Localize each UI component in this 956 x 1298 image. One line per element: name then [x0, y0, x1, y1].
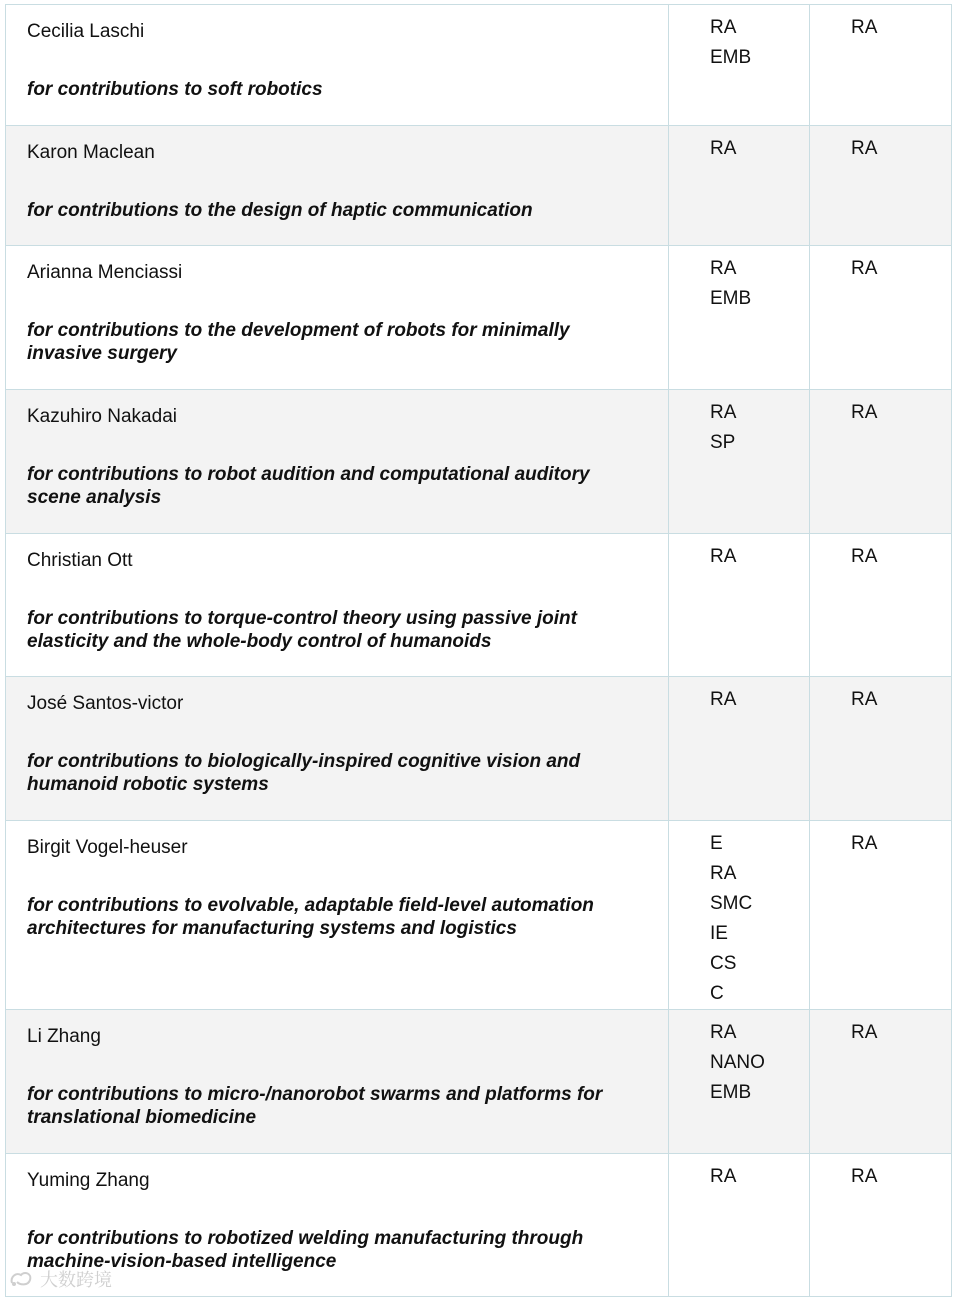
table-row: [6, 821, 952, 1010]
society-code: RA: [710, 17, 737, 38]
society-code: EMB: [710, 1082, 752, 1103]
society-code: CS: [710, 953, 737, 974]
table-row: [6, 246, 952, 390]
society-codes: [669, 390, 809, 458]
evaluating-society: RA: [851, 546, 878, 567]
society-codes: [669, 5, 809, 73]
evaluating-society: RA: [851, 258, 878, 279]
society-code: IE: [710, 923, 728, 944]
society-codes: [669, 677, 809, 715]
fellow-citation: for contributions to the development of robots for minimally invasive surgery: [27, 320, 570, 364]
fellow-name: José Santos-victor: [27, 693, 184, 714]
fellow-citation: for contributions to robot audition and computational auditory scene analysis: [27, 464, 590, 508]
society-code: SMC: [710, 893, 753, 914]
society-code: RA: [710, 1166, 737, 1187]
society-code: RA: [710, 138, 737, 159]
fellow-name: Cecilia Laschi: [27, 21, 145, 42]
evaluating-society: RA: [851, 1022, 878, 1043]
society-code: RA: [710, 863, 737, 884]
society-code: RA: [710, 546, 737, 567]
fellow-name: Yuming Zhang: [27, 1170, 150, 1191]
table-row: [6, 677, 952, 821]
evaluating-society: RA: [851, 689, 878, 710]
fellow-citation: for contributions to micro-/nanorobot swarms and platforms for translational biomedicine: [27, 1084, 603, 1128]
society-codes: [669, 1154, 809, 1192]
society-code: RA: [710, 1022, 737, 1043]
table-row: [6, 126, 952, 246]
evaluating-society: RA: [851, 1166, 878, 1187]
society-codes: [669, 1010, 809, 1108]
society-codes: [669, 821, 809, 1009]
fellow-citation: for contributions to robotized welding manufacturing through machine-vision-based intelligence: [27, 1228, 584, 1272]
evaluating-society: RA: [851, 402, 878, 423]
society-codes: [669, 246, 809, 314]
society-code: RA: [710, 402, 737, 423]
table-row: [6, 5, 952, 126]
fellow-citation: for contributions to evolvable, adaptable field-level automation architectures for manufacturing systems and logistics: [27, 895, 594, 939]
table-row: [6, 1010, 952, 1154]
watermark: [8, 1266, 112, 1292]
society-code: C: [710, 983, 724, 1004]
society-code: NANO: [710, 1052, 765, 1073]
watermark-text: 大数跨境: [40, 1270, 112, 1290]
society-code: RA: [710, 258, 737, 279]
evaluating-society: RA: [851, 17, 878, 38]
fellow-name: Arianna Menciassi: [27, 262, 183, 283]
table-row: [6, 1154, 952, 1297]
society-codes: [669, 534, 809, 572]
fellows-table: [5, 4, 952, 1297]
fellow-citation: for contributions to the design of haptic communication: [27, 200, 533, 221]
table-row: [6, 534, 952, 677]
fellow-citation: for contributions to soft robotics: [27, 79, 323, 100]
society-codes: [669, 126, 809, 164]
society-code: EMB: [710, 47, 752, 68]
table-row: [6, 390, 952, 534]
society-code: E: [710, 833, 723, 854]
society-code: EMB: [710, 288, 752, 309]
fellow-name: Karon Maclean: [27, 142, 155, 163]
evaluating-society: RA: [851, 138, 878, 159]
society-code: SP: [710, 432, 736, 453]
fellow-citation: for contributions to biologically-inspired cognitive vision and humanoid robotic systems: [27, 751, 581, 795]
fellow-name: Birgit Vogel-heuser: [27, 837, 188, 858]
fellow-citation: for contributions to torque-control theory using passive joint elasticity and the whole-body control of humanoids: [27, 608, 577, 652]
fellow-name: Li Zhang: [27, 1026, 101, 1047]
brand-logo-icon: [8, 1269, 36, 1289]
society-code: RA: [710, 689, 737, 710]
fellow-name: Christian Ott: [27, 550, 133, 571]
evaluating-society: RA: [851, 833, 878, 854]
fellow-name: Kazuhiro Nakadai: [27, 406, 177, 427]
